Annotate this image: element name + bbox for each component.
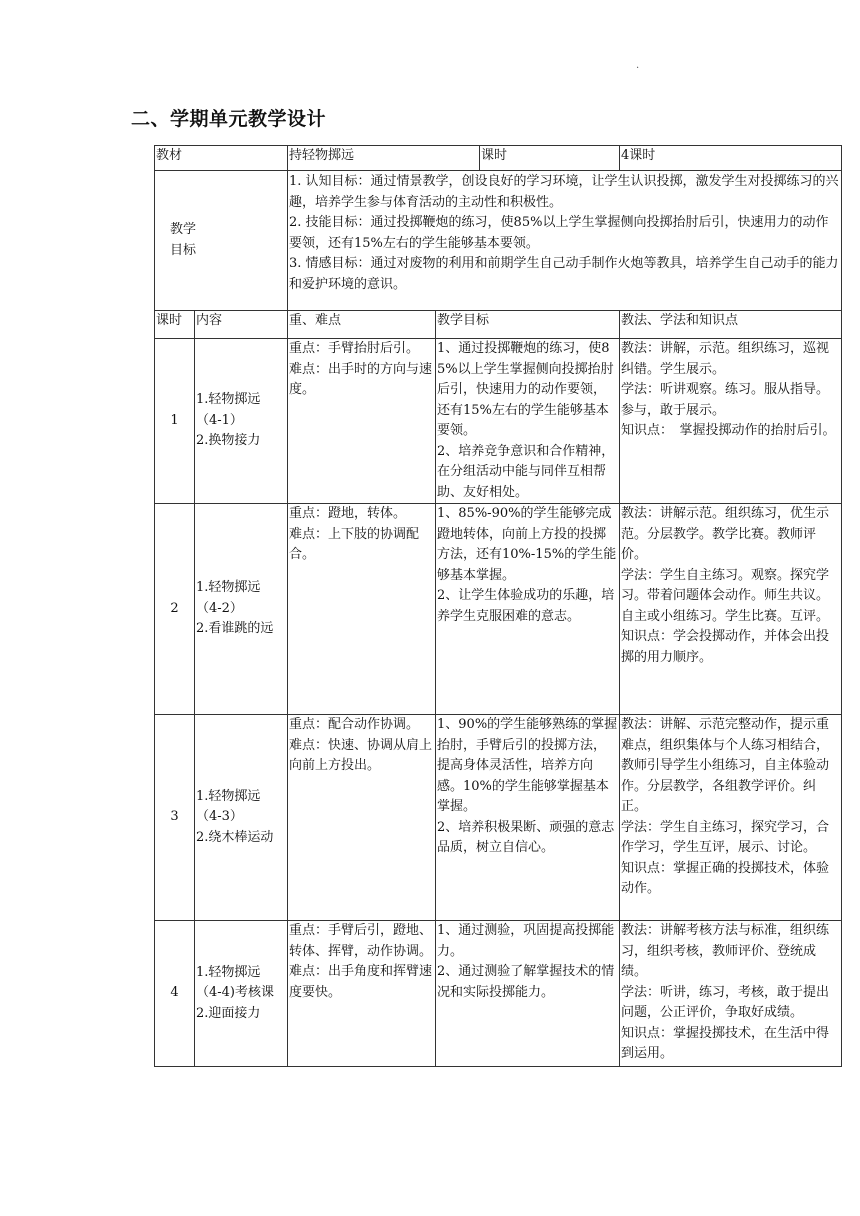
content-line: 1.轻物掷远	[196, 392, 261, 408]
lesson-methods	[620, 339, 842, 504]
content-line: （4-1）	[196, 412, 243, 428]
teaching-method: 教法：讲解，示范。组织练习，巡视纠错。学生展示。	[621, 341, 830, 377]
col-header-hour: 课时	[155, 311, 195, 339]
learning-method: 学法：听讲，练习，考核，敢于提出问题，公正评价，争取好成绩。	[621, 984, 830, 1020]
goals-row	[155, 171, 842, 311]
lesson-content	[195, 339, 288, 504]
difficulty-point: 难点：快速、协调从肩上向前上方投出。	[289, 737, 433, 773]
learning-method: 学法：学生自主练习，探究学习，合作学习，学生互评，展示、讨论。	[621, 819, 830, 855]
learning-method: 学法：学生自主练习。观察。探究学习。带着问题体会动作。师生共议。自主或小组练习。学生比赛。互评。	[621, 567, 830, 624]
section-heading: 二、学期单元教学设计	[131, 108, 327, 130]
lesson-methods	[620, 504, 842, 715]
col-header-methods: 教法、学法和知识点	[620, 311, 842, 339]
lesson-methods	[620, 921, 842, 1067]
lesson-key-points	[288, 715, 436, 921]
objective-item: 2、培养积极果断、顽强的意志品质，树立自信心。	[437, 819, 615, 855]
col-header-key-points: 重、难点	[288, 311, 436, 339]
header-row	[155, 146, 842, 171]
content-line: （4-4)考核课	[196, 985, 275, 1001]
knowledge-point: 知识点：学会投掷动作，并体会出投掷的用力顺序。	[621, 629, 830, 665]
objective-item: 1、通过测验，巩固提高投掷能力。	[437, 923, 615, 959]
lesson-key-points	[288, 339, 436, 504]
lesson-plan-table	[154, 145, 842, 1067]
teaching-method: 教法：讲解示范。组织练习，优生示范。分层教学。教学比赛。教师评价。	[621, 506, 830, 562]
material-value-cell	[288, 146, 620, 171]
teaching-method: 教法：讲解、示范完整动作，提示重难点，组织集体与个人练习相结合，教师引导学生小组练习，自主体验动作。分层教学，各组教学评价。纠正。	[621, 717, 830, 814]
lesson-number: 2	[155, 504, 195, 715]
lesson-row	[155, 715, 842, 921]
lesson-key-points	[288, 504, 436, 715]
content-line: 1.轻物掷远	[196, 580, 261, 596]
objective-item: 1、90%的学生能够熟练的掌握抬肘，手臂后引的投掷方法，提高身体灵活性，培养方向感。10%的学生能够掌握基本掌握。	[437, 717, 618, 814]
content-line: 2.换物接力	[196, 433, 261, 449]
column-header-row	[155, 311, 842, 339]
key-point: 重点：蹬地，转体。	[289, 506, 407, 521]
lesson-number: 1	[155, 339, 195, 504]
content-line: （4-2）	[196, 600, 243, 616]
content-line: （4-3）	[196, 809, 243, 825]
lesson-objectives	[436, 504, 620, 715]
lesson-objectives	[436, 921, 620, 1067]
goals-text-cell	[288, 171, 842, 311]
col-header-content: 内容	[195, 311, 288, 339]
content-line: 2.绕木棒运动	[196, 829, 274, 845]
lesson-objectives	[436, 715, 620, 921]
learning-method: 学法：听讲观察。练习。服从指导。参与，敢于展示。	[621, 382, 830, 418]
content-line: 2.迎面接力	[196, 1005, 261, 1021]
lesson-key-points	[288, 921, 436, 1067]
lesson-number: 4	[155, 921, 195, 1067]
page-corner-mark: .	[636, 60, 640, 71]
key-point: 重点：手臂后引，蹬地、转体、挥臂，动作协调。	[289, 923, 433, 959]
hours-label: 课时	[481, 148, 508, 163]
content-line: 2.看谁跳的远	[196, 621, 274, 637]
material-value: 持轻物掷远	[289, 148, 355, 163]
goals-label-line2: 目标	[170, 242, 197, 258]
objective-item: 1、通过投掷鞭炮的练习，使85%以上学生掌握侧向投掷抬肘后引，快速用力的动作要领，还有15%左右的学生能够基本要领。	[437, 341, 614, 438]
lesson-content	[195, 921, 288, 1067]
knowledge-point: 知识点： 掌握投掷动作的抬肘后引。	[621, 423, 836, 438]
key-point: 重点：配合动作协调。	[289, 717, 420, 732]
lesson-row	[155, 339, 842, 504]
difficulty-point: 难点：出手角度和挥臂速度要快。	[289, 964, 433, 1000]
material-label: 教材	[155, 146, 288, 171]
objective-item: 2、让学生体验成功的乐趣，培养学生克服困难的意志。	[437, 588, 615, 624]
col-header-objectives: 教学目标	[436, 311, 620, 339]
goals-label-line1: 教学	[170, 222, 197, 237]
goal-cognitive: 1. 认知目标：通过情景教学，创设良好的学习环境，让学生认识投掷，激发学生对投掷练习的兴趣，培养学生参与体育活动的主动性和积极性。	[289, 174, 839, 210]
knowledge-point: 知识点：掌握投掷技术，在生活中得到运用。	[621, 1025, 830, 1061]
lesson-objectives	[436, 339, 620, 504]
difficulty-point: 难点：出手时的方向与速度。	[289, 361, 433, 397]
goal-skill: 2. 技能目标：通过投掷鞭炮的练习，使85%以上学生掌握侧向投掷抬肘后引，快速用力的动作要领，还有15%左右的学生能够基本要领。	[289, 215, 829, 251]
goal-affective: 3. 情感目标：通过对废物的利用和前期学生自己动手制作火炮等教具，培养学生自己动手的能力和爱护环境的意识。	[289, 256, 839, 292]
objective-item: 1、85%-90%的学生能够完成蹬地转体，向前上方投的投掷方法，还有10%-15%的学生能够基本掌握。	[437, 506, 617, 583]
key-point: 重点：手臂抬肘后引。	[289, 341, 420, 356]
content-line: 1.轻物掷远	[196, 964, 261, 980]
lesson-number: 3	[155, 715, 195, 921]
knowledge-point: 知识点：掌握正确的投掷技术，体验动作。	[621, 860, 830, 896]
objective-item: 2、通过测验了解掌握技术的情况和实际投掷能力。	[437, 964, 615, 1000]
objective-item: 2、培养竞争意识和合作精神，在分组活动中能与同伴互相帮助、友好相处。	[437, 443, 615, 500]
hours-value: 4课时	[620, 146, 842, 171]
teaching-method: 教法：讲解考核方法与标准，组织练习，组织考核，教师评价、登统成绩。	[621, 923, 830, 979]
lesson-content	[195, 715, 288, 921]
content-line: 1.轻物掷远	[196, 788, 261, 804]
lesson-methods	[620, 715, 842, 921]
lesson-row	[155, 921, 842, 1067]
difficulty-point: 难点：上下肢的协调配合。	[289, 526, 420, 562]
goals-label-cell	[155, 171, 288, 311]
lesson-row	[155, 504, 842, 715]
lesson-content	[195, 504, 288, 715]
